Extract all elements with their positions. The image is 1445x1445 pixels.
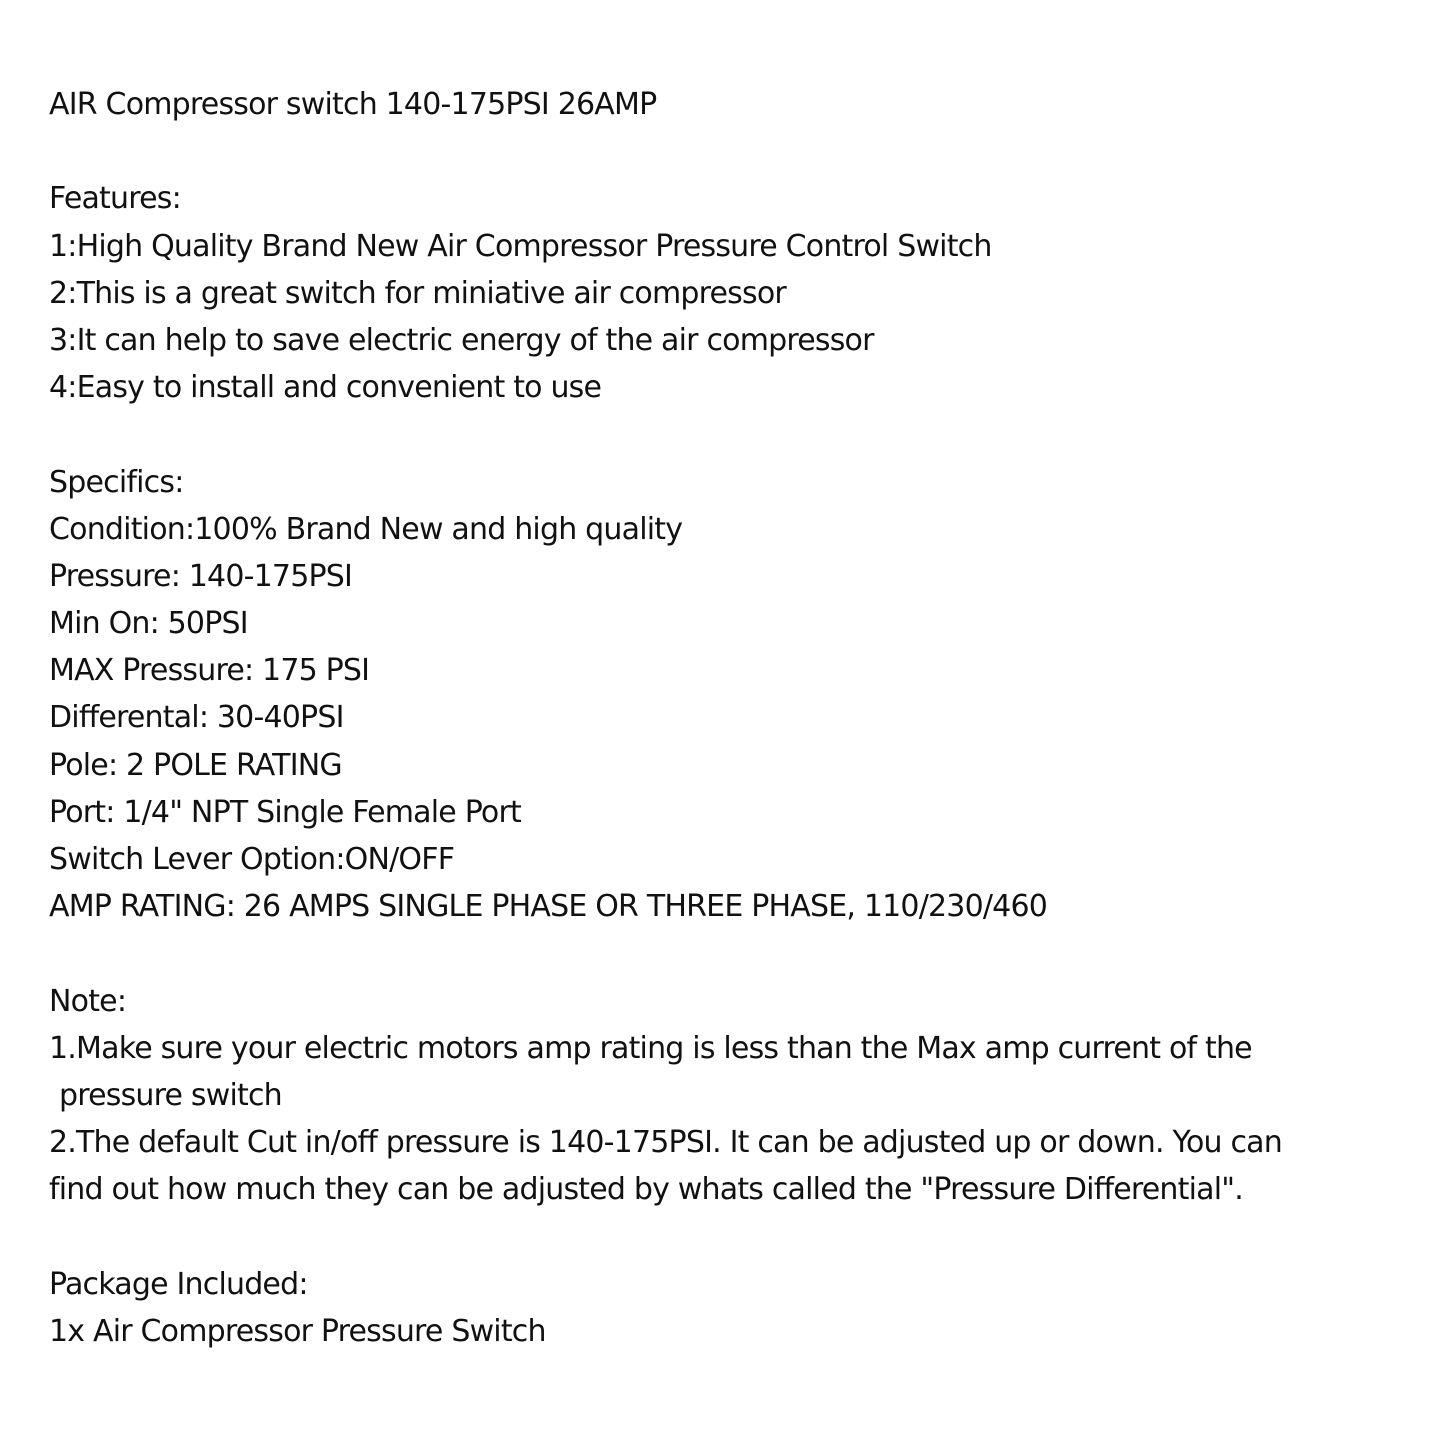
note-line: pressure switch: [59, 1077, 282, 1113]
spec-pressure: Pressure: 140-175PSI: [49, 558, 353, 594]
spec-condition: Condition:100% Brand New and high quality: [49, 511, 683, 547]
features-heading: Features:: [49, 181, 181, 217]
note-heading: Note:: [49, 983, 127, 1019]
document-title: AIR Compressor switch 140-175PSI 26AMP: [49, 87, 657, 122]
spacer: [49, 128, 1429, 175]
package-item: 1x Air Compressor Pressure Switch: [49, 1313, 546, 1349]
spacer: [49, 930, 1429, 977]
feature-item: 2:This is a great switch for miniative air compressor: [49, 275, 786, 311]
feature-item: 4:Easy to install and convenient to use: [49, 370, 602, 406]
product-description: [49, 81, 1429, 1355]
spec-pole: Pole: 2 POLE RATING: [49, 747, 342, 783]
specifics-heading: Specifics:: [49, 464, 184, 500]
spec-differential: Differental: 30-40PSI: [49, 700, 344, 736]
spec-port: Port: 1/4" NPT Single Female Port: [49, 794, 521, 830]
feature-item: 3:It can help to save electric energy of the air compressor: [49, 322, 874, 358]
note-line: 2.The default Cut in/off pressure is 140-175PSI. It can be adjusted up or down. You can: [49, 1125, 1282, 1161]
spec-switch-lever: Switch Lever Option:ON/OFF: [49, 842, 455, 877]
spec-amp-rating: AMP RATING: 26 AMPS SINGLE PHASE OR THREE PHASE, 110/230/460: [49, 889, 1048, 925]
spec-min-on: Min On: 50PSI: [49, 606, 248, 642]
package-heading: Package Included:: [49, 1266, 308, 1302]
note-line: find out how much they can be adjusted by whats called the "Pressure Differential".: [49, 1172, 1243, 1208]
feature-item: 1:High Quality Brand New Air Compressor Pressure Control Switch: [49, 228, 992, 264]
spacer: [49, 411, 1429, 458]
spacer: [49, 1214, 1429, 1261]
spec-max-pressure: MAX Pressure: 175 PSI: [49, 653, 370, 689]
note-line: 1.Make sure your electric motors amp rating is less than the Max amp current of the: [49, 1030, 1252, 1066]
